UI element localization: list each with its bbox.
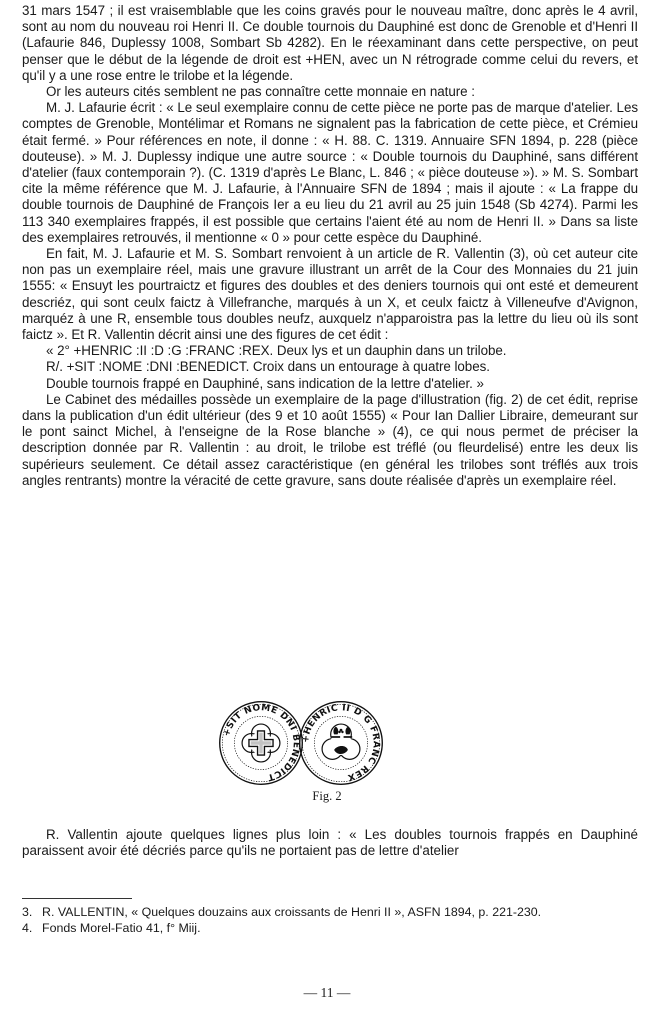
- body-text-continued: [22, 827, 638, 859]
- paragraph: R. Vallentin ajoute quelques lignes plus loin : « Les doubles tournois frappés en Dauphiné paraissent avoir été décriés parce qu'ils ne portaient pas de lettre d'atelier: [22, 827, 638, 859]
- paragraph: 31 mars 1547 ; il est vraisemblable que les coins gravés pour le nouveau maître, donc après le 4 avril, sont au nom du nouveau roi Henri II. Ce double tournois du Dauphiné est donc de Grenoble et d'Henri II (Lafaurie 846, Duplessy 1008, Sombart Sb 4282). En le réexaminant dans cette perspective, on peut penser que le début de la légende de droit est +HEN, avec un N rétrograde comme celui du revers, et qu'il y a une rose entre le trilobe et la légende.: [22, 3, 638, 83]
- svg-text:+HENRIC II D G FRANC REX: +HENRIC II D G FRANC REX: [301, 703, 381, 783]
- paragraph: Or les auteurs cités semblent ne pas connaître cette monnaie en nature :: [46, 84, 475, 100]
- quote-line: « 2° +HENRIC :II :D :G :FRANC :REX. Deux lys et un dauphin dans un trilobe.: [46, 343, 507, 359]
- page-number: — 11 —: [303, 985, 351, 1000]
- coin-reverse-image: [218, 700, 304, 786]
- figure-caption: Fig. 2: [312, 789, 342, 803]
- paragraph: Le Cabinet des médailles possède un exemplaire de la page d'illustration (fig. 2) de cet édit, reprise dans la publication d'un édit ultérieur (des 9 et 10 août 1555) « Pour Ian Dallier Libraire, demeurant sur le pont sainct Michel, à l'enseigne de la Rose blanche » (4), ce qui nous permet de préciser la description donnée par R. Vallentin : au droit, le trilobe est tréflé (ou fleurdelisé) entre les deux lis supérieurs seulement. Ce détail assez caractéristique (en général les trilobes sont tréflés aux trois angles rentrants) montre la véracité de cette gravure, sans doute réalisée d'après un exemplaire réel.: [22, 391, 638, 488]
- paragraph: M. J. Lafaurie écrit : « Le seul exemplaire connu de cette pièce ne porte pas de marque d'atelier. Les comptes de Grenoble, Montélimar et Romans ne signalent pas la fabrication de cette pièce, et Crémieu était fermé. » Pour références en note, il donne : « H. 88. C. 1319. Annuaire SFN 1894, p. 228 (pièce douteuse). » M. J. Duplessy indique une autre source : « Double tournois du Dauphiné, sans différent d'atelier (faux contemporain ?). (C. 1319 d'après Le Blanc, L. 846 ; « pièce douteuse »). » M. S. Sombart cite la même référence que M. J. Lafaurie, à l'Annuaire SFN de 1894 ; mais il ajoute : « La frappe du double tournois de Dauphiné de François Ier a eu lieu du 21 avril au 25 juin 1548 (Sb 4274). Parmi les 113 340 exemplaires frappés, il est possible que certains l'aient été au nom de Henri II. » Dans sa liste des exemplaires retrouvés, il mentionne « 0 » pour cette espèce du Dauphiné.: [22, 100, 638, 245]
- coin-obverse-image: [298, 700, 384, 786]
- footnotes: [22, 905, 642, 936]
- footnote-text: Fonds Morel-Fatio 41, f° Miij.: [42, 920, 201, 935]
- footnote: [22, 921, 642, 937]
- footnote: [22, 905, 642, 921]
- footnote-text: R. VALLENTIN, « Quelques douzains aux croissants de Henri II », ASFN 1894, p. 221-230.: [42, 905, 542, 919]
- footnote-number: 4.: [22, 920, 33, 935]
- figure-coins: [0, 700, 654, 800]
- footnote-divider: [22, 898, 132, 899]
- quote-line: R/. +SIT :NOME :DNI :BENEDICT. Croix dans un entourage à quatre lobes.: [46, 359, 490, 375]
- paragraph: En fait, M. J. Lafaurie et M. S. Sombart renvoient à un article de R. Vallentin (3), où cet auteur cite non pas un exemplaire réel, mais une gravure illustrant un arrêt de la Cour des Monnaies du 21 juin 1555: « Ensuyt les pourtraictz et figures des doubles et des deniers tournois qui ont esté et demeurent descriéz, qui sont ceulx faictz à Villefranche, marqués à un X, et ceulx faictz à Villeneufve d'Avignon, marquéz à une R, ensemble tous doubles neufz, auxquelz n'apparoistra pas la lettre du lieu où ils sont faictz ». Et R. Vallentin décrit ainsi une des figures de cet édit :: [22, 246, 638, 343]
- footnote-number: 3.: [22, 905, 33, 919]
- body-text: [22, 3, 638, 489]
- quote-line: Double tournois frappé en Dauphiné, sans indication de la lettre d'atelier. »: [46, 375, 484, 391]
- svg-text:+SIT NOME DNI BENEDICT: +SIT NOME DNI BENEDICT: [221, 703, 301, 783]
